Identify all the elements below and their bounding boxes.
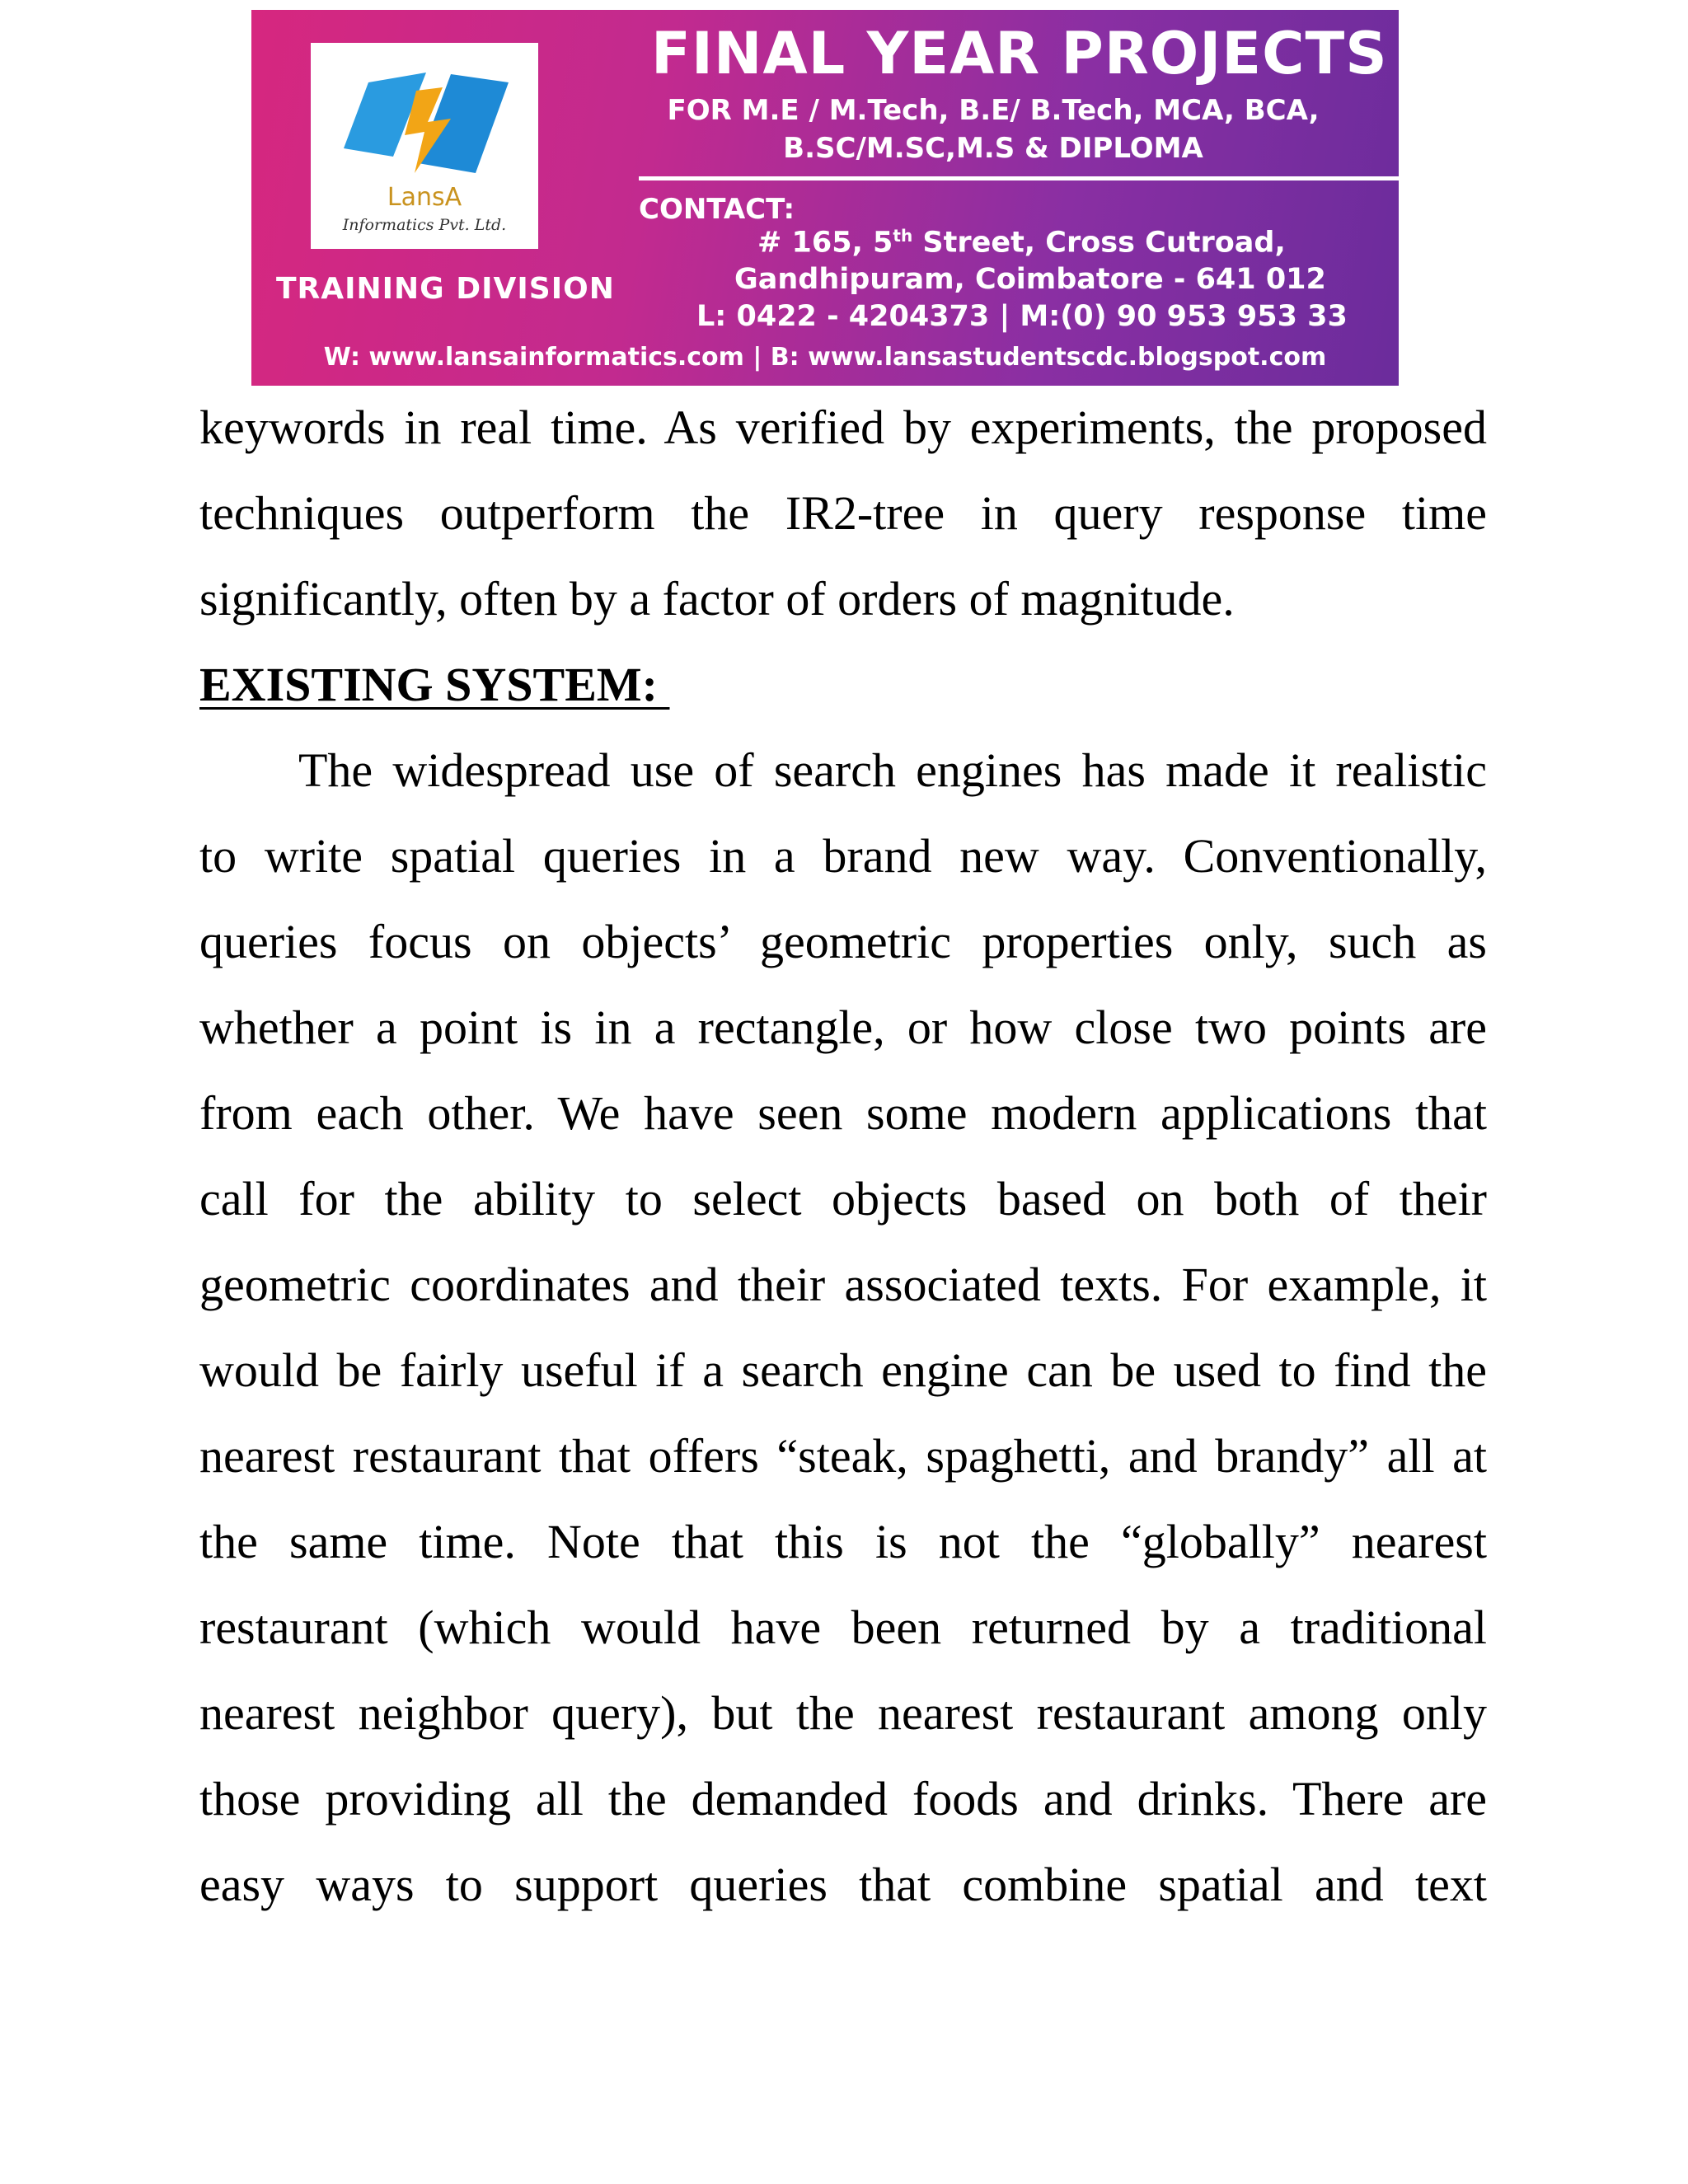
text-line: those providing all the demanded foods and drinks. There are	[199, 1772, 1487, 1825]
address-line1: # 165, 5th Street, Cross Cutroad,	[757, 226, 1286, 260]
text-line: whether a point is in a rectangle, or how close two points are	[199, 1001, 1487, 1054]
text-line: would be fairly useful if a search engine can be used to find the	[199, 1343, 1487, 1397]
text-line: restaurant (which would have been returned by a traditional	[199, 1601, 1487, 1654]
text-line: techniques outperform the IR2-tree in query response time	[199, 486, 1487, 540]
text-line: keywords in real time. As verified by experiments, the proposed	[199, 401, 1487, 454]
banner-subtitle-line2: B.SC/M.SC,M.S & DIPLOMA	[783, 132, 1203, 165]
header-banner	[251, 10, 1399, 386]
text-line: the same time. Note that this is not the “globally” nearest	[199, 1515, 1487, 1568]
training-division-label: TRAINING DIVISION	[276, 272, 615, 306]
text-line: from each other. We have seen some modern applications that	[199, 1086, 1487, 1140]
text-line: to write spatial queries in a brand new way. Conventionally,	[199, 829, 1487, 883]
banner-divider	[639, 176, 1399, 180]
text-line: queries focus on objects’ geometric properties only, such as	[199, 915, 1487, 968]
document-body	[199, 399, 1487, 1942]
text-line: geometric coordinates and their associated texts. For example, it	[199, 1258, 1487, 1311]
section-heading: EXISTING SYSTEM:	[199, 658, 670, 711]
phone-line: L: 0422 - 4204373 | M:(0) 90 953 953 33	[696, 300, 1348, 333]
text-line: nearest neighbor query), but the nearest restaurant among only	[199, 1686, 1487, 1740]
text-line: easy ways to support queries that combine spatial and text	[199, 1858, 1487, 1911]
text-line: The widespread use of search engines has made it realistic	[298, 743, 1487, 797]
company-logo	[311, 43, 538, 249]
lansa-logo-icon	[335, 58, 513, 181]
text-line: significantly, often by a factor of orders of magnitude.	[199, 572, 1235, 626]
banner-title: FINAL YEAR PROJECTS	[651, 20, 1388, 87]
banner-subtitle-line1: FOR M.E / M.Tech, B.E/ B.Tech, MCA, BCA,	[667, 94, 1320, 127]
address-line2: Gandhipuram, Coimbatore - 641 012	[734, 263, 1326, 296]
logo-name: LansA	[387, 183, 462, 212]
website-line: W: www.lansainformatics.com | B: www.lansastudentscdc.blogspot.com	[323, 343, 1327, 372]
logo-subtitle: Informatics Pvt. Ltd.	[342, 216, 507, 234]
text-line: nearest restaurant that offers “steak, spaghetti, and brandy” all at	[199, 1429, 1487, 1483]
text-line: call for the ability to select objects based on both of their	[199, 1172, 1487, 1226]
contact-label: CONTACT:	[639, 193, 795, 226]
